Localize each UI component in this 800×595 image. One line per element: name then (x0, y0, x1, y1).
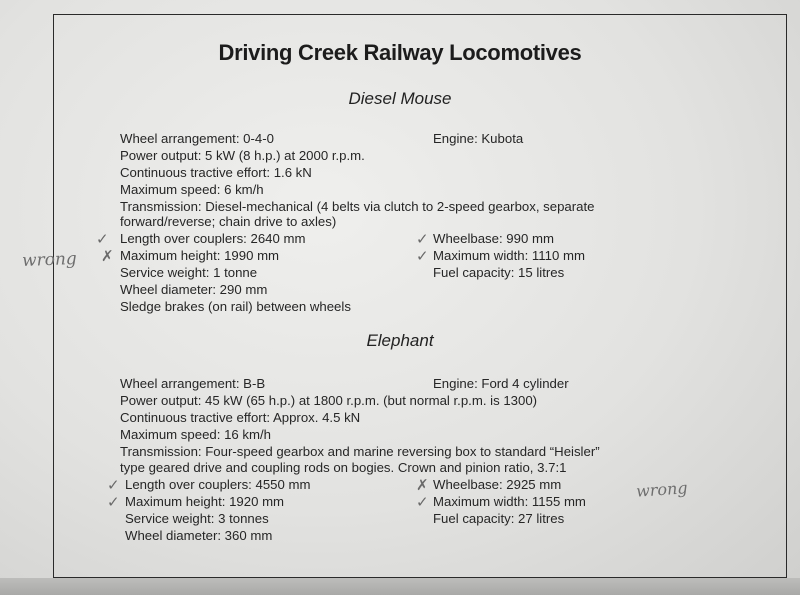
el-max-speed: Maximum speed: 16 km/h (120, 427, 271, 442)
el-power-output: Power output: 45 kW (65 h.p.) at 1800 r.p.m. (but normal r.p.m. is 1300) (120, 393, 538, 408)
el-fuel-capacity: Fuel capacity: 27 litres (433, 511, 565, 526)
check-mark-icon: ✓ (416, 230, 429, 248)
check-mark-icon: ✓ (107, 476, 120, 494)
dm-power-output: Power output: 5 kW (8 h.p.) at 2000 r.p.m. (120, 148, 365, 163)
dm-wheelbase: Wheelbase: 990 mm (433, 231, 554, 246)
el-engine: Engine: Ford 4 cylinder (433, 376, 569, 391)
dm-service-weight: Service weight: 1 tonne (120, 265, 258, 280)
dm-fuel-capacity: Fuel capacity: 15 litres (433, 265, 565, 280)
check-mark-icon: ✓ (107, 493, 120, 511)
cross-mark-icon: ✗ (416, 476, 429, 494)
page-fold-shadow (0, 578, 800, 595)
check-mark-icon: ✓ (96, 230, 109, 248)
handwritten-wrong-left: wrong (21, 249, 78, 271)
el-service-weight: Service weight: 3 tonnes (125, 511, 269, 526)
dm-max-width: Maximum width: 1110 mm (433, 248, 585, 263)
diesel-mouse-heading: Diesel Mouse (348, 89, 452, 108)
dm-wheel-diameter: Wheel diameter: 290 mm (120, 282, 268, 297)
el-tractive-effort: Continuous tractive effort: Approx. 4.5 kN (120, 410, 361, 425)
elephant-heading: Elephant (366, 331, 434, 350)
handwritten-wrong-right: wrong (635, 478, 689, 501)
el-max-height: Maximum height: 1920 mm (125, 494, 285, 509)
dm-transmission-line-1: Transmission: Diesel-mechanical (4 belts via clutch to 2-speed gearbox, separate (120, 199, 595, 214)
dm-max-height: Maximum height: 1990 mm (120, 248, 280, 263)
el-length: Length over couplers: 4550 mm (125, 477, 311, 492)
dm-transmission-line-2: forward/reverse; chain drive to axles) (120, 214, 337, 229)
dm-engine: Engine: Kubota (433, 131, 524, 146)
page-title: Driving Creek Railway Locomotives (218, 40, 582, 65)
dm-length: Length over couplers: 2640 mm (120, 231, 306, 246)
el-transmission-line-2: type geared drive and coupling rods on bogies. Crown and pinion ratio, 3.7:1 (120, 460, 567, 475)
cross-mark-icon: ✗ (101, 247, 114, 265)
dm-wheel-arrangement: Wheel arrangement: 0-4-0 (120, 131, 274, 146)
dm-brakes: Sledge brakes (on rail) between wheels (120, 299, 351, 314)
check-mark-icon: ✓ (416, 493, 429, 511)
check-mark-icon: ✓ (416, 247, 429, 265)
el-max-width: Maximum width: 1155 mm (433, 494, 586, 509)
dm-tractive-effort: Continuous tractive effort: 1.6 kN (120, 165, 312, 180)
el-wheelbase: Wheelbase: 2925 mm (433, 477, 562, 492)
el-transmission-line-1: Transmission: Four-speed gearbox and marine reversing box to standard “Heisler” (120, 444, 600, 459)
el-wheel-arrangement: Wheel arrangement: B-B (120, 376, 266, 391)
dm-max-speed: Maximum speed: 6 km/h (120, 182, 264, 197)
el-wheel-diameter: Wheel diameter: 360 mm (125, 528, 273, 543)
